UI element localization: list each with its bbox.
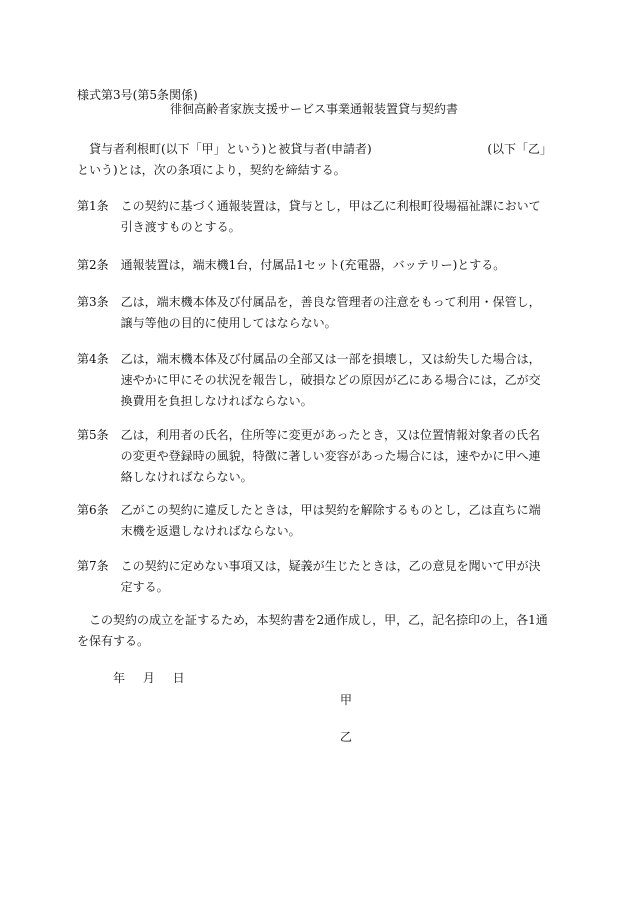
article-7	[77, 556, 552, 598]
form-number: 様式第3号(第5条関係)	[77, 88, 198, 102]
article-number: 第5条	[77, 428, 109, 442]
party-b-label: 乙	[340, 730, 353, 744]
party-a-label: 甲	[340, 693, 353, 707]
intro-line-1-tail: (以下「乙」	[487, 142, 552, 156]
article-4	[77, 349, 552, 412]
article-text: 乙は，利用者の氏名，住所等に変更があったとき，又は位置情報対象者の氏名の変更や登録時の風貌，特徴に著しい変容があった場合には，速やかに甲へ連絡しなければならない。	[120, 428, 541, 484]
article-number: 第1条	[77, 199, 109, 213]
article-5	[77, 425, 552, 488]
article-text: 通報装置は，端末機1台，付属品1セット(充電器，バッテリー)とする。	[120, 258, 506, 272]
intro-paragraph	[77, 139, 552, 181]
article-text: 乙がこの契約に違反したときは，甲は契約を解除するものとし，乙は直ちに端末機を返還しなければならない。	[120, 503, 541, 538]
article-3	[77, 292, 552, 334]
article-2	[77, 255, 552, 276]
article-6	[77, 500, 552, 542]
article-text: 乙は，端末機本体及び付属品を，善良な管理者の注意をもって利用・保管し，譲与等他の目的に使用してはならない。	[120, 295, 541, 330]
article-number: 第7条	[77, 559, 109, 573]
intro-line-1: 貸与者利根町(以下「甲」という)と被貸与者(申請者)	[89, 142, 372, 156]
closing-paragraph	[77, 610, 552, 652]
article-text: この契約に基づく通報装置は，貸与とし，甲は乙に利根町役場福祉課において引き渡すものとする。	[120, 199, 541, 234]
signature-date: 年 月 日	[113, 671, 185, 685]
article-number: 第2条	[77, 258, 109, 272]
article-number: 第3条	[77, 295, 109, 309]
article-text: 乙は，端末機本体及び付属品の全部又は一部を損壊し，又は紛失した場合は，速やかに甲にその状況を報告し，破損などの原因が乙にある場合には，乙が交換費用を負担しなければならない。	[120, 352, 541, 408]
document-title: 徘徊高齢者家族支援サービス事業通報装置貸与契約書	[170, 102, 459, 116]
article-number: 第6条	[77, 503, 109, 517]
article-number: 第4条	[77, 352, 109, 366]
intro-line-2: という)とは，次の条項により，契約を締結する。	[77, 163, 346, 177]
article-text: この契約に定めない事項又は，疑義が生じたときは，乙の意見を聞いて甲が決定する。	[120, 559, 541, 594]
closing-text: この契約の成立を証するため，本契約書を2通作成し，甲，乙，記名捺印の上，各1通を保有する。	[77, 613, 548, 648]
article-1	[77, 196, 552, 238]
